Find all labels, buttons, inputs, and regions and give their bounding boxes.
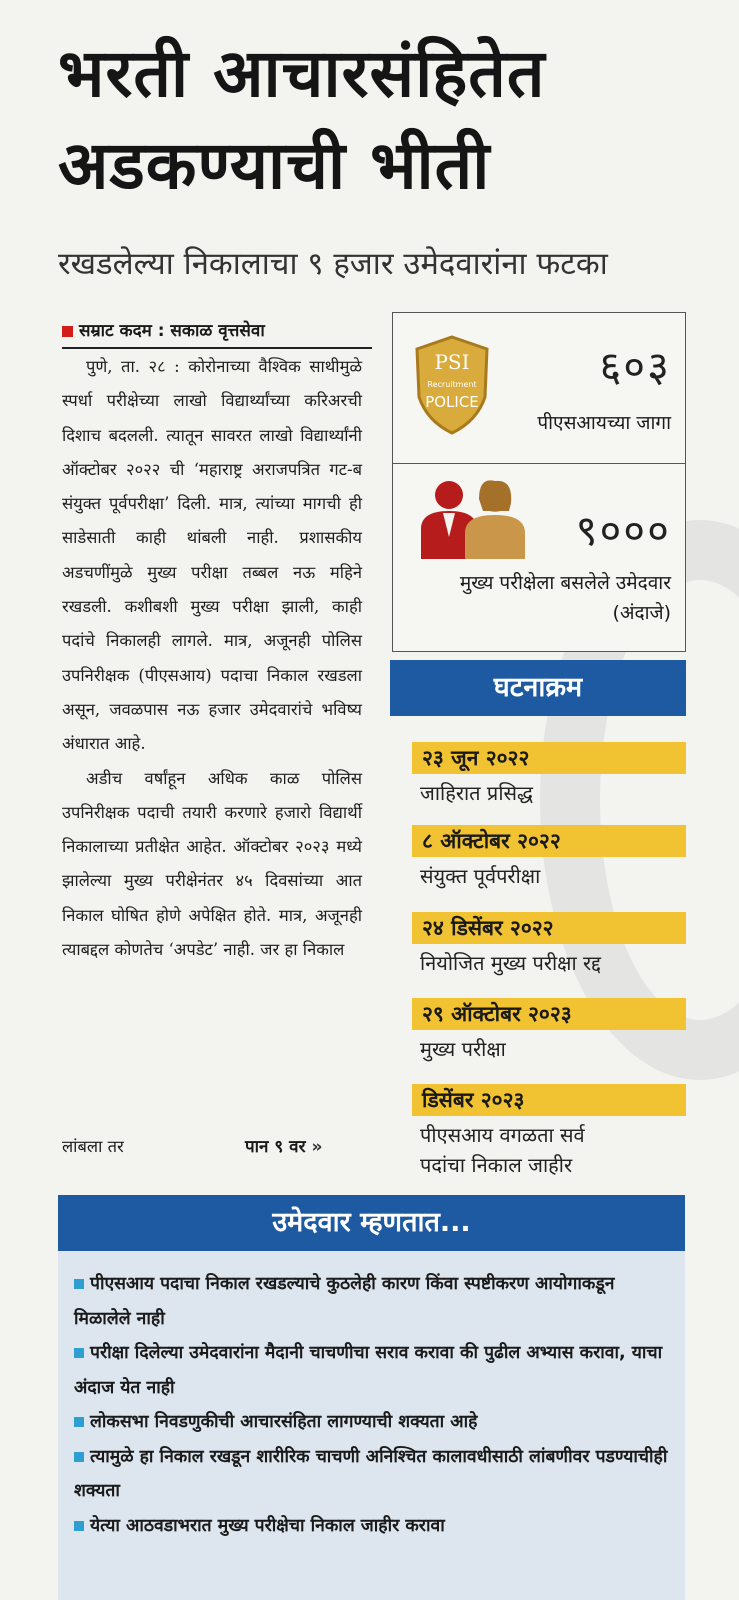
list-item	[74, 1440, 669, 1509]
badge-text-recruitment: Recruitment	[427, 380, 477, 389]
article-body	[62, 350, 362, 967]
candidates-say-box	[58, 1195, 685, 1600]
headline	[58, 28, 718, 212]
timeline-title: घटनाक्रम	[390, 660, 686, 716]
posts-number: ६०३	[599, 342, 671, 391]
timeline-event-5-line-1: पीएसआय वगळता सर्व	[420, 1123, 585, 1147]
posts-label: पीएसआयच्या जागा	[537, 412, 671, 434]
list-item-text: पीएसआय पदाचा निकाल रखडल्याचे कुठलेही कारण किंवा स्पष्टीकरण आयोगाकडून मिळालेले नाही	[74, 1274, 615, 1329]
stat-posts	[393, 313, 685, 464]
list-item-text: त्यामुळे हा निकाल रखडून शारीरिक चाचणी अनिश्चित कालावधीसाठी लांबणीवर पडण्याचीही शक्यता	[74, 1446, 668, 1501]
headline-line-2: अडकण्याची भीती	[58, 127, 491, 204]
candidates-say-list	[58, 1251, 685, 1543]
byline	[62, 318, 372, 349]
double-chevron-right-icon: »	[311, 1137, 323, 1157]
badge-text-psi: PSI	[434, 350, 470, 374]
badge-text-police: POLICE	[425, 393, 479, 411]
list-item-text: लोकसभा निवडणुकीची आचारसंहिता लागण्याची शक्यता आहे	[90, 1412, 478, 1432]
article-paragraph-1: पुणे, ता. २८ : कोरोनाच्या वैश्विक साथीमुळे स्पर्धा परीक्षेच्या लाखो विद्यार्थ्यांच्या करिअरची दिशाच बदलली. त्यातून सावरत लाखो विद्यार्थ्यांनी ऑक्टोबर २०२२ ची ‘महाराष्ट्र अराजपत्रित गट-ब संयुक्त पूर्वपरीक्षा’ दिली. मात्र, त्यांच्या मागची ही साडेसाती काही थांबली नाही. प्रशासकीय अडचणींमुळे मुख्य परीक्षा तब्बल नऊ महिने रखडली. कशीबशी मुख्य परीक्षा झाली, काही पदांचे निकालही लागले. मात्र, अजूनही पोलिस उपनिरीक्षक (पीएसआय) पदाचा निकाल रखडला असून, जवळपास नऊ हजार उमेदवारांचे भविष्य अंधारात आहे.	[62, 357, 362, 754]
timeline-date-1: २३ जून २०२२	[412, 742, 686, 774]
article-end: लांबला तर	[62, 1137, 124, 1156]
list-item	[74, 1509, 669, 1544]
timeline-date-5: डिसेंबर २०२३	[412, 1084, 686, 1116]
list-item-text: परीक्षा दिलेल्या उमेदवारांना मैदानी चाचणीचा सराव करावा की पुढील अभ्यास करावा, याचा अंदाज येत नाही	[74, 1343, 663, 1398]
byline-square-icon	[62, 326, 73, 337]
list-item	[74, 1267, 669, 1336]
candidates-people-icon	[413, 477, 531, 559]
bullet-square-icon	[74, 1348, 84, 1358]
list-item-text: येत्या आठवडाभरात मुख्य परीक्षेचा निकाल जाहीर करावा	[90, 1515, 445, 1536]
bullet-square-icon	[74, 1521, 84, 1531]
bullet-square-icon	[74, 1279, 84, 1289]
article-paragraph-2: अडीच वर्षांहून अधिक काळ पोलिस उपनिरीक्षक पदाची तयारी करणारे हजारो विद्यार्थी निकालाच्या प्रतीक्षेत आहेत. ऑक्टोबर २०२३ मध्ये झालेल्या मुख्य परीक्षेनंतर ४५ दिवसांच्या आत निकाल घोषित होणे अपेक्षित होते. मात्र, अजूनही त्याबद्दल कोणतेच ‘अपडेट’ नाही. जर हा निकाल	[62, 768, 362, 960]
list-item	[74, 1336, 669, 1405]
timeline-event-3: नियोजित मुख्य परीक्षा रद्द	[420, 951, 601, 975]
byline-text: सम्राट कदम : सकाळ वृत्तसेवा	[79, 321, 265, 341]
timeline-event-4: मुख्य परीक्षा	[420, 1037, 506, 1061]
bullet-square-icon	[74, 1452, 84, 1462]
timeline-event-2: संयुक्त पूर्वपरीक्षा	[420, 864, 541, 888]
stat-candidates	[393, 463, 685, 651]
timeline-event-5-line-2: पदांचा निकाल जाहीर	[420, 1153, 573, 1177]
continued-link[interactable]	[245, 1134, 322, 1157]
subheadline: रखडलेल्या निकालाचा ९ हजार उमेदवारांना फटका	[58, 246, 608, 282]
list-item	[74, 1405, 669, 1440]
continued-text: पान ९ वर	[245, 1137, 306, 1157]
candidates-say-title: उमेदवार म्हणतात...	[58, 1195, 685, 1251]
timeline-date-2: ८ ऑक्टोबर २०२२	[412, 825, 686, 857]
headline-line-1: भरती आचारसंहितेत	[58, 35, 546, 112]
timeline-event-1: जाहिरात प्रसिद्ध	[420, 781, 533, 805]
candidates-number: ९०००	[575, 506, 671, 555]
stats-box	[392, 312, 686, 652]
timeline-date-3: २४ डिसेंबर २०२२	[412, 912, 686, 944]
timeline-date-4: २९ ऑक्टोबर २०२३	[412, 998, 686, 1030]
police-badge-icon	[411, 335, 493, 435]
candidates-label: मुख्य परीक्षेला बसलेले उमेदवार (अंदाजे)	[459, 572, 671, 624]
timeline-event-5	[420, 1120, 585, 1180]
bullet-square-icon	[74, 1417, 84, 1427]
